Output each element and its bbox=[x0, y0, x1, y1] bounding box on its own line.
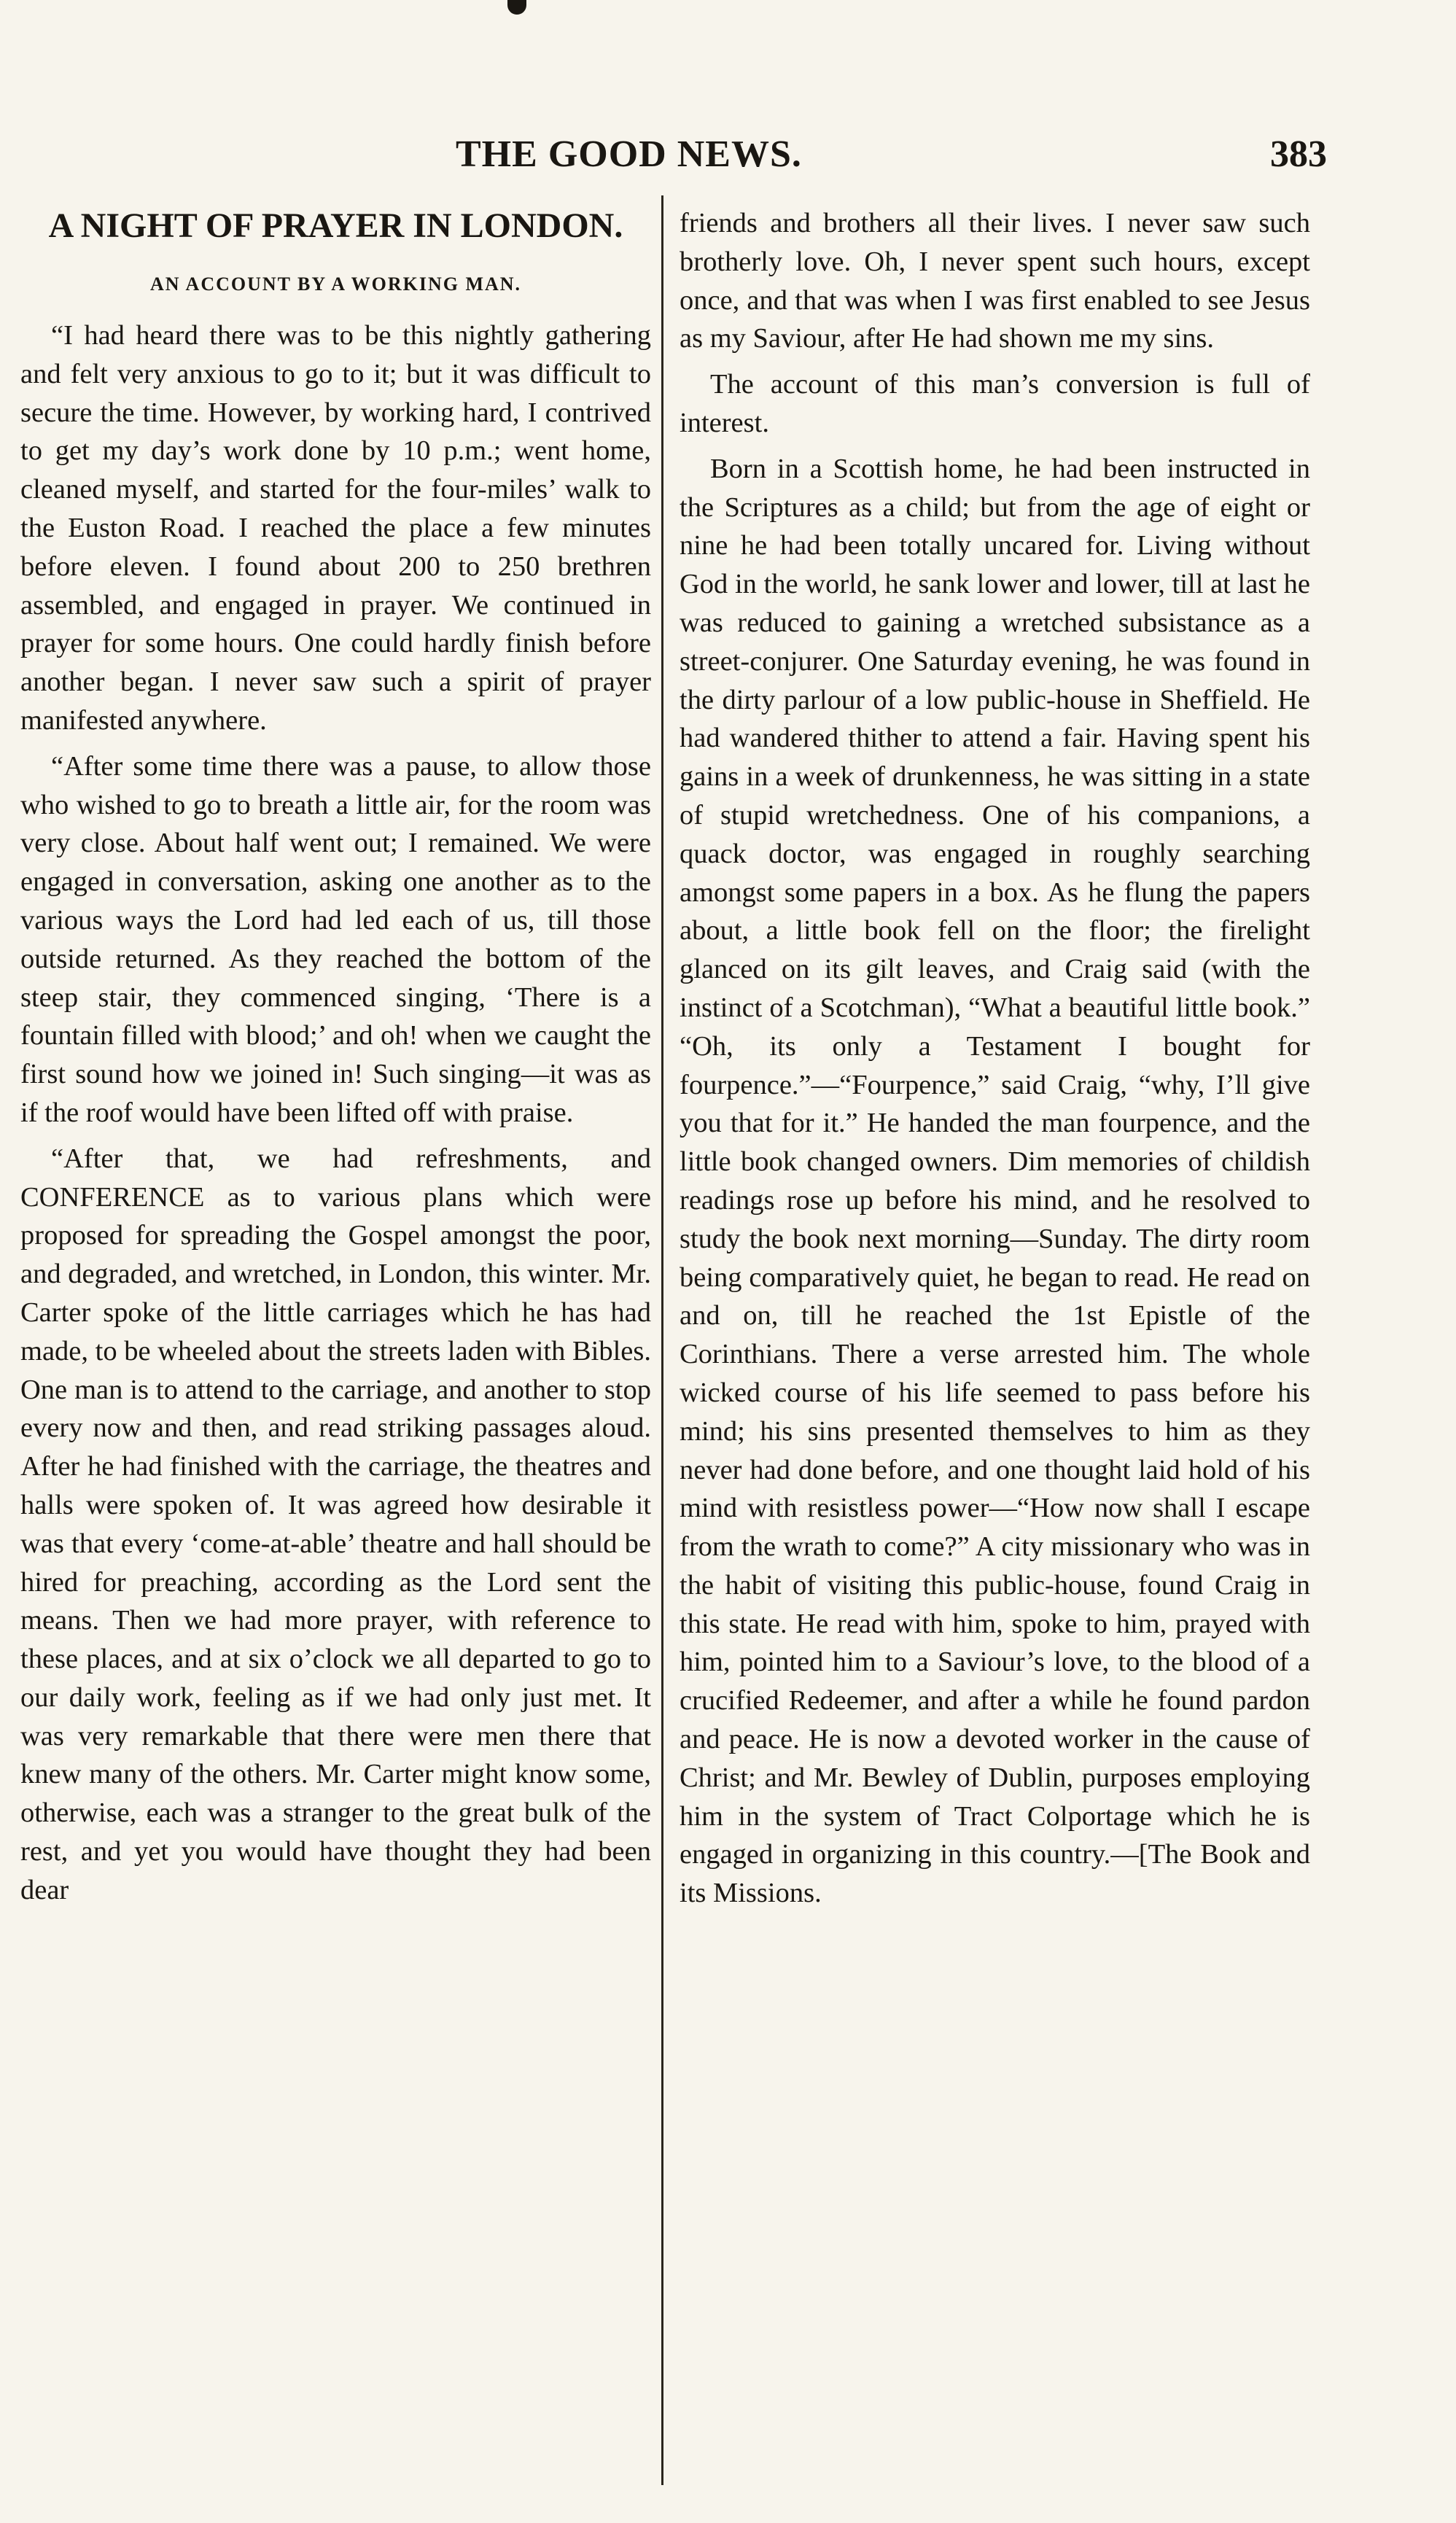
left-column bbox=[20, 204, 651, 1910]
article-title: A NIGHT OF PRAYER IN LONDON. bbox=[48, 206, 623, 245]
running-head bbox=[29, 133, 1327, 184]
paragraph: “After that, we had refreshments, and CONFERENCE as to various plans which were proposed for spreading the Gospel amongst the poor, and degraded, and wretched, in London, this winter. Mr. Carter spoke of the little carriages which he has had made, to be wheeled about the streets laden with Bibles. One man is to attend to the carriage, and another to stop every now and then, and read striking passages aloud. After he had finished with the carriage, the theatres and halls were spoken of. It was agreed how desirable it was that every ‘come-at-able’ theatre and hall should be hired for preaching, according as the Lord sent the means. Then we had more prayer, with reference to these places, and at six o’clock we all departed to go to our daily work, feeling as if we had only just met. It was very remarkable that there were men there that knew many of the others. Mr. Carter might know some, otherwise, each was a stranger to the great bulk of the rest, and yet you would have thought they had been dear bbox=[20, 1143, 651, 1905]
right-column bbox=[680, 204, 1310, 1913]
column-rule bbox=[661, 195, 663, 2485]
paragraph: Born in a Scottish home, he had been instructed in the Scriptures as a child; but from the age of eight or nine he had been totally uncared for. Living without God in the world, he sank lower and lower, till at last he was reduced to gaining a wretched subsistance as a street-conjurer. One Saturday evening, he was found in the dirty parlour of a low public-house in Sheffield. He had wandered thither to attend a fair. Having spent his gains in a week of drunkenness, he was sitting in a state of stupid wretchedness. One of his companions, a quack doctor, was engaged in roughly searching amongst some papers in a box. As he flung the papers about, a little book fell on the floor; the firelight glanced on its gilt leaves, and Craig said (with the instinct of a Scotchman), “What a beautiful little book.” “Oh, its only a Testament I bought for fourpence.”—“Fourpence,” said Craig, “why, I’ll give you that for it.” He handed the man fourpence, and the little book changed owners. Dim memories of childish readings rose up before his mind, and he resolved to study the book next morning—Sunday. The dirty room being comparatively quiet, he began to read. He read on and on, till he reached the 1st Epistle of the Corinthians. There a verse arrested him. The whole wicked course of his life seemed to pass before his mind; his sins presented themselves to him as they never had done before, and one thought laid hold of his mind with resistless power—“How now shall I escape from the wrath to come?” A city missionary who was in the habit of visiting this public-house, found Craig in this state. He read with him, spoke to him, prayed with him, pointed him to a Saviour’s love, to the blood of a crucified Redeemer, and after a while he found pardon and peace. He is now a devoted worker in the cause of Christ; and Mr. Bewley of Dublin, purposes employing him in the system of Tract Colportage which he is engaged in organizing in this country.—[The Book and its Missions. bbox=[680, 453, 1310, 1909]
paragraph: friends and brothers all their lives. I never saw such brotherly love. Oh, I never spent such hours, except once, and that was when I was first enabled to see Jesus as my Saviour, after He had shown me my sins. bbox=[680, 208, 1310, 354]
running-title: THE GOOD NEWS. bbox=[456, 133, 802, 175]
ink-blot-mark bbox=[507, 0, 526, 15]
paragraph: “After some time there was a pause, to allow those who wished to go to breath a little air, for the room was very close. About half went out; I remained. We were engaged in conversation, asking one another as to the various ways the Lord had led each of us, till those outside returned. As they reached the bottom of the steep stair, they commenced singing, ‘There is a fountain filled with blood;’ and oh! when we caught the first sound how we joined in! Such singing—it was as if the roof would have been lifted off with praise. bbox=[20, 750, 651, 1128]
paragraph: The account of this man’s conversion is full of interest. bbox=[680, 369, 1310, 438]
page-number: 383 bbox=[1270, 133, 1327, 175]
article-byline: AN ACCOUNT BY A WORKING MAN. bbox=[149, 273, 522, 295]
paragraph: “I had heard there was to be this nightly gathering and felt very anxious to go to it; but it was difficult to secure the time. However, by working hard, I contrived to get my day’s work done by 10 p.m.; went home, cleaned myself, and started for the four-miles’ walk to the Euston Road. I reached the place a few minutes before eleven. I found about 200 to 250 brethren assembled, and engaged in prayer. We continued in prayer for some hours. One could hardly finish before another began. I never saw such a spirit of prayer manifested anywhere. bbox=[20, 320, 651, 736]
